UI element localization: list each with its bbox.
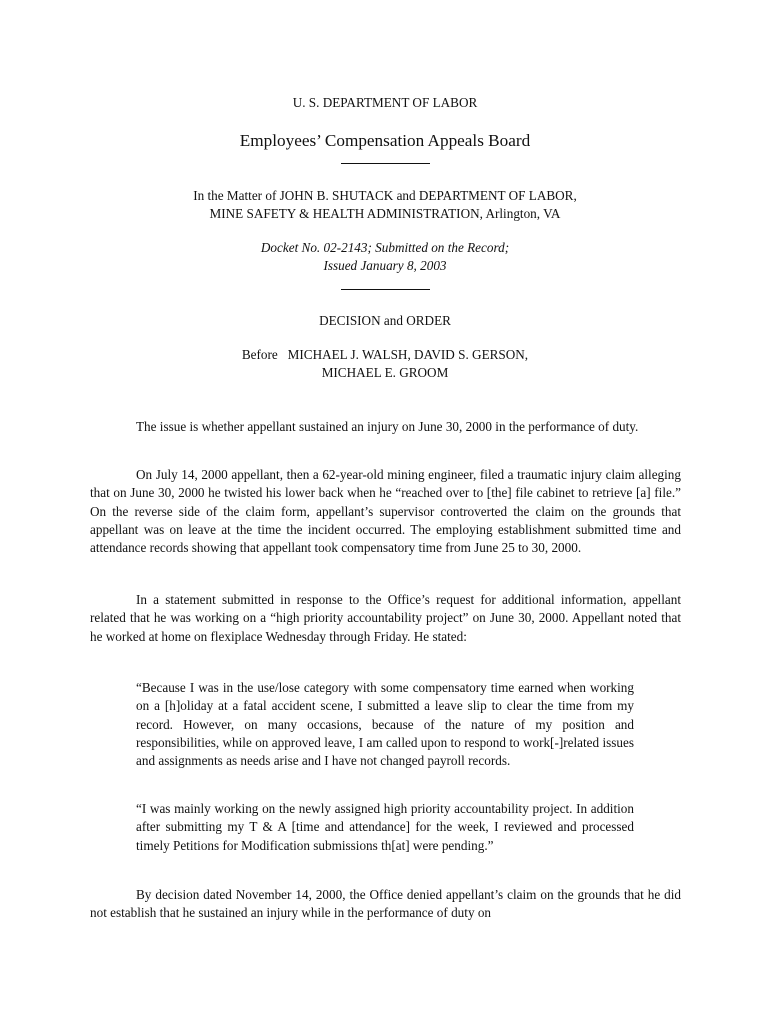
background-paragraph: On July 14, 2000 appellant, then a 62-year-old mining engineer, filed a traumatic injury claim alleging that on June 30, 2000 he twisted his lower back when he “reached over to [the] file cabinet to retrieve [a] file.” On the reverse side of the claim form, appellant’s supervisor controverted the claim on the grounds that appellant was on leave at the time the incident occurred. The employing establishment submitted time and attendance records showing that appellant took compensatory time from June 25 to 30, 2000. [90, 467, 681, 556]
issue-paragraph: The issue is whether appellant sustained an injury on June 30, 2000 in the performance of duty. [136, 419, 639, 434]
docket-line: Issued January 8, 2003 [323, 258, 447, 273]
case-caption-line: In the Matter of JOHN B. SHUTACK and DEPARTMENT OF LABOR, [193, 188, 577, 203]
docket-info [0, 239, 770, 275]
board-title: Employees’ Compensation Appeals Board [239, 131, 531, 150]
agency-heading: U. S. DEPARTMENT OF LABOR [292, 95, 478, 110]
docket-line: Docket No. 02-2143; Submitted on the Record; [260, 240, 510, 255]
decision-paragraph: By decision dated November 14, 2000, the Office denied appellant’s claim on the grounds that he did not establish that he sustained an injury while in the performance of duty on [90, 887, 681, 921]
panel-members [0, 346, 770, 382]
block-quote: “Because I was in the use/lose category with some compensatory time earned when working on a [h]oliday at a fatal accident scene, I submitted a leave slip to clear the time from my record. However, on many occasions, because of the nature of my position and responsibilities, while on approved leave, I am called upon to respond to work[-]related issues and assignments as needs arise and I have not changed payroll records. [136, 680, 634, 769]
statement-paragraph: In a statement submitted in response to the Office’s request for additional information, appellant related that he was working on a “high priority accountability project” on June 30, 2000. Appellant noted that he worked at home on flexiplace Wednesday through Friday. He stated: [90, 592, 681, 644]
case-caption-line: MINE SAFETY & HEALTH ADMINISTRATION, Arlington, VA [209, 206, 561, 221]
divider-rule [341, 163, 430, 164]
block-quote: “I was mainly working on the newly assigned high priority accountability project. In addition after submitting my T & A [time and attendance] for the week, I reviewed and processed timely Petitions for Modification submissions th[at] were pending.” [136, 801, 634, 853]
divider-rule [341, 289, 430, 290]
panel-line: MICHAEL E. GROOM [321, 365, 449, 380]
case-caption [0, 187, 770, 223]
panel-line: Before MICHAEL J. WALSH, DAVID S. GERSON, [241, 347, 529, 362]
decision-title: DECISION and ORDER [319, 313, 451, 328]
